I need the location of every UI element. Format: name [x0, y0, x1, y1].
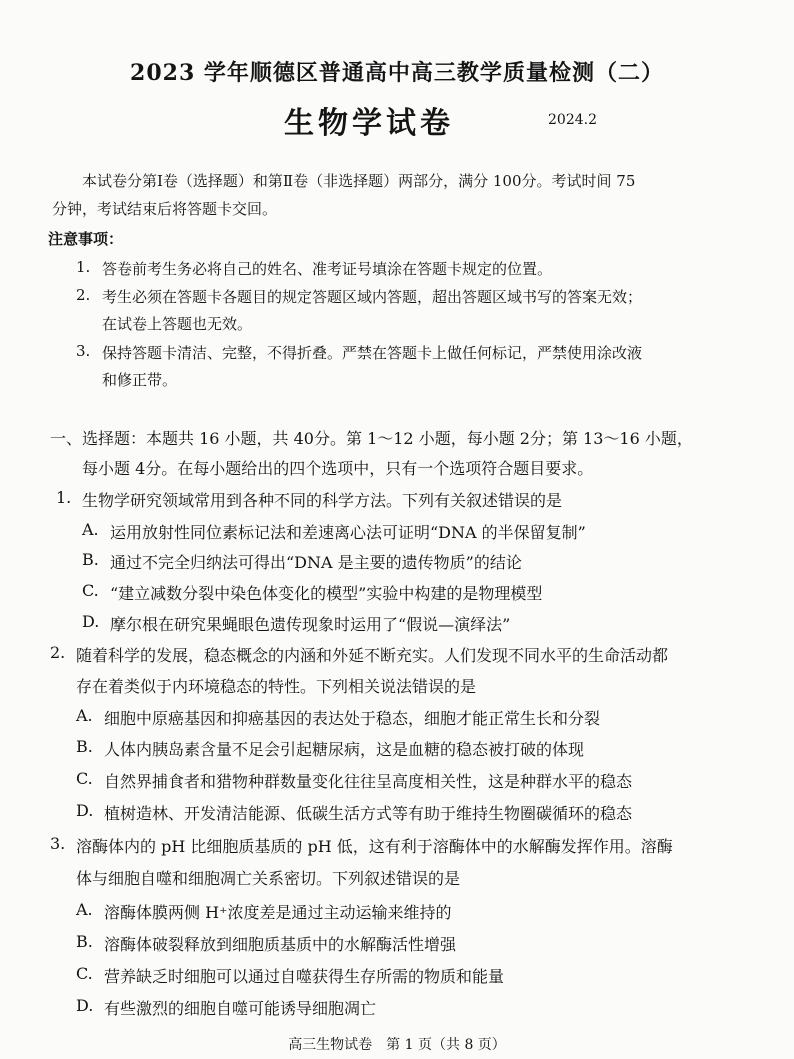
question-number: 1. [56, 488, 72, 507]
option-text: 溶酶体破裂释放到细胞质基质中的水解酶活性增强 [104, 935, 457, 954]
option-letter: D. [76, 801, 94, 820]
notice-item-text-cont: 在试卷上答题也无效。 [102, 315, 253, 333]
exam-date: 2024.2 [548, 112, 597, 128]
notice-item-text: 考生必须在答题卡各题目的规定答题区域内答题，超出答题区域书写的答案无效； [102, 288, 643, 306]
option-text: 植树造林、开发清洁能源、低碳生活方式等有助于维持生物圈碳循环的稳态 [104, 804, 633, 823]
option-letter: B. [76, 737, 93, 756]
notice-item-num: 2. [76, 286, 91, 304]
option-letter: A. [76, 900, 93, 919]
question-number: 2. [50, 643, 66, 662]
notice-heading: 注意事项： [48, 230, 124, 248]
option-text: 营养缺乏时细胞可以通过自噬获得生存所需的物质和能量 [104, 967, 505, 986]
notice-item-num: 3. [76, 342, 91, 360]
question-stem: 生物学研究领域常用到各种不同的科学方法。下列有关叙述错误的是 [82, 491, 563, 510]
question-stem: 随着科学的发展，稳态概念的内涵和外延不断充实。人们发现不同水平的生命活动都 [76, 646, 669, 665]
option-letter: A. [76, 706, 93, 725]
option-text: 细胞中原癌基因和抑癌基因的表达处于稳态，细胞才能正常生长和分裂 [104, 709, 601, 728]
notice-item-text: 答卷前考生务必将自己的姓名、准考证号填涂在答题卡规定的位置。 [102, 260, 553, 278]
question-stem-cont: 存在着类似于内环境稳态的特性。下列相关说法错误的是 [76, 677, 477, 696]
option-text: 摩尔根在研究果蝇眼色遗传现象时运用了“假说—演绎法” [110, 615, 511, 634]
option-text: 溶酶体膜两侧 H⁺浓度差是通过主动运输来维持的 [104, 903, 452, 922]
option-text: 有些激烈的细胞自噬可能诱导细胞凋亡 [104, 999, 377, 1018]
intro-line-1: 本试卷分第Ⅰ卷（选择题）和第Ⅱ卷（非选择题）两部分，满分 100分。考试时间 75 [82, 172, 636, 190]
option-letter: D. [82, 612, 100, 631]
option-letter: B. [82, 550, 99, 569]
option-text: 自然界捕食者和猎物种群数量变化往往呈高度相关性，这是种群水平的稳态 [104, 772, 633, 791]
option-letter: B. [76, 932, 93, 951]
option-text: 人体内胰岛素含量不足会引起糖尿病，这是血糖的稳态被打破的体现 [104, 740, 585, 759]
question-number: 3. [50, 834, 66, 853]
notice-item-text-cont: 和修正带。 [102, 371, 178, 389]
subject-title: 生物学试卷 [284, 106, 454, 141]
option-letter: C. [76, 964, 93, 983]
option-text: “建立减数分裂中染色体变化的模型”实验中构建的是物理模型 [110, 584, 543, 603]
page-footer: 高三生物试卷 第 1 页（共 8 页） [288, 1037, 506, 1053]
notice-item-num: 1. [76, 258, 91, 276]
section-heading-cont: 每小题 4分。在每小题给出的四个选项中，只有一个选项符合题目要求。 [82, 459, 594, 478]
option-letter: A. [82, 520, 99, 539]
section-heading: 一、选择题：本题共 16 小题，共 40分。第 1～12 小题，每小题 2分；第 13～16 小题， [50, 429, 693, 448]
question-stem-cont: 体与细胞自噬和细胞凋亡关系密切。下列叙述错误的是 [76, 869, 461, 888]
option-letter: C. [76, 769, 93, 788]
option-text: 运用放射性同位素标记法和差速离心法可证明“DNA 的半保留复制” [110, 523, 586, 542]
option-letter: D. [76, 996, 94, 1015]
option-text: 通过不完全归纳法可得出“DNA 是主要的遗传物质”的结论 [110, 553, 522, 572]
exam-title: 2023 学年顺德区普通高中高三教学质量检测（二） [130, 60, 664, 86]
notice-item-text: 保持答题卡清洁、完整，不得折叠。严禁在答题卡上做任何标记，严禁使用涂改液 [102, 344, 643, 362]
option-letter: C. [82, 581, 99, 600]
intro-line-2: 分钟，考试结束后将答题卡交回。 [52, 200, 278, 218]
question-stem: 溶酶体内的 pH 比细胞质基质的 pH 低，这有利于溶酶体中的水解酶发挥作用。溶酶 [76, 837, 673, 856]
